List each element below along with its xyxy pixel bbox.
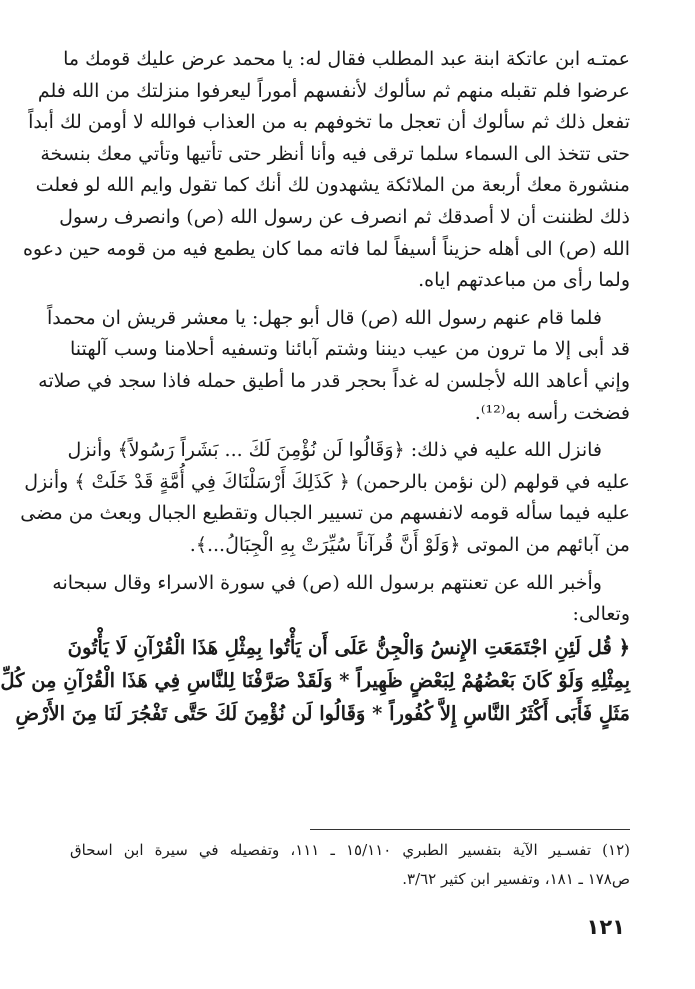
text-line: من آبائهم من الموتى ﴿وَلَوْ أَنَّ قُرآناً سُيِّرَتْ بِهِ الْجِبَالُ...﴾. bbox=[189, 533, 630, 556]
footnote-line: ص١٧٨ ـ ١٨١، وتفسير ابن كثير ٣/٦٢. bbox=[402, 870, 630, 888]
text-line: قد أبى إلا ما ترون من عيب ديننا وشتم آبائنا وتسفيه أحلامنا وسب آلهتنا bbox=[70, 338, 630, 361]
text-line: فضخت رأسه به⁽¹²⁾. bbox=[474, 401, 630, 424]
text-line: منشورة معك أربعة من الملائكة يشهدون لك أنك كما تقول وايم الله لو فعلت bbox=[35, 174, 630, 197]
footnote-divider bbox=[310, 829, 630, 830]
text-line: ولما رأى من مباعدتهم اياه. bbox=[418, 269, 630, 292]
text-line: عليه في قولهم (لن نؤمن بالرحمن) ﴿ كَذَلِكَ أَرْسَلْنَاكَ فِي أُمَّةٍ قَدْ خَلَتْ ﴾ وأنزل bbox=[24, 470, 630, 493]
text-line: عرضوا فلم تقبله منهم ثم سألوك لأنفسهم أموراً ليعرفوا منزلتك من الله فلم bbox=[37, 79, 630, 102]
paragraph-1 bbox=[22, 44, 630, 297]
paragraph-2 bbox=[38, 303, 630, 429]
text-line: الله (ص) الى أهله حزيناً أسيفاً لما فاته مما كان يطمع فيه من قومه حين دعوه bbox=[22, 237, 630, 260]
text-line: ذلك لظننت أن لا أصدقك ثم انصرف عن رسول الله (ص) وانصرف رسول bbox=[59, 205, 630, 228]
quran-line: مَثَلٍ فَأَبَى أَكْثَرُ النَّاسِ إِلاَّ كُفُوراً * وَقَالُوا لَن نُؤْمِنَ لَكَ حَتَّى تَفْجُرَ لَنَا مِنَ الأَرْضِ bbox=[15, 701, 630, 725]
text-line: وتعالى: bbox=[572, 603, 630, 626]
text-line: تفعل ذلك ثم سألوك أن تعجل ما تخوفهم به من العذاب فوالله لا أومن لك أبداً bbox=[28, 111, 630, 134]
quran-line: ﴿ قُل لَئِنِ اجْتَمَعَتِ الإِنسُ وَالْجِنُّ عَلَى أَن يَأْتُوا بِمِثْلِ هَذَا الْقُرْآنِ لَا يَأْتُونَ bbox=[67, 635, 630, 659]
paragraph-3 bbox=[20, 435, 630, 561]
quran-verses bbox=[0, 631, 630, 730]
text-line: عمتـه ابن عاتكة ابنة عبد المطلب فقال له: يا محمد عرض عليك قومك ما bbox=[63, 48, 630, 70]
text-line: فلما قام عنهم رسول الله (ص) قال أبو جهل: يا معشر قريش ان محمداً bbox=[46, 306, 602, 329]
main-text bbox=[0, 44, 630, 730]
page-number: ١٢١ bbox=[586, 915, 625, 939]
text-line: عليه فيما سأله قومه لانفسهم من تسيير الجبال وتقطيع الجبال وبعث من مضى bbox=[20, 502, 630, 525]
quran-line: بِمِثْلِهِ وَلَوْ كَانَ بَعْضُهُمْ لِبَعْضٍ ظَهِيراً * وَلَقَدْ صَرَّفْنَا لِلنَّاسِ فِي هَذَا الْقُرْآنِ مِن كُلِّ bbox=[0, 668, 630, 692]
text-line: حتى تتخذ الى السماء سلما ترقى فيه وأنا أنظر حتى تأتيها وتأتي معك بنسخة bbox=[40, 142, 630, 165]
paragraph-4 bbox=[52, 568, 630, 631]
text-line: فانزل الله عليه في ذلك: ﴿وَقَالُوا لَن نُؤْمِنَ لَكَ ... بَشَراً رَسُولاً﴾ وأنزل bbox=[67, 439, 602, 462]
text-line: وإني أعاهد الله لأجلسن له غداً بحجر قدر ما أطيق حمله فاذا سجد في صلاته bbox=[38, 369, 630, 392]
text-line: وأخبر الله عن تعنتهم برسول الله (ص) في سورة الاسراء وقال سبحانه bbox=[52, 571, 602, 594]
footnote-line: (١٢) تفسـير الآية بتفسير الطبري ١٥/١١٠ ـ ١١١، وتفصيله في سيرة ابن اسحاق bbox=[70, 841, 630, 859]
footnotes bbox=[70, 836, 630, 894]
